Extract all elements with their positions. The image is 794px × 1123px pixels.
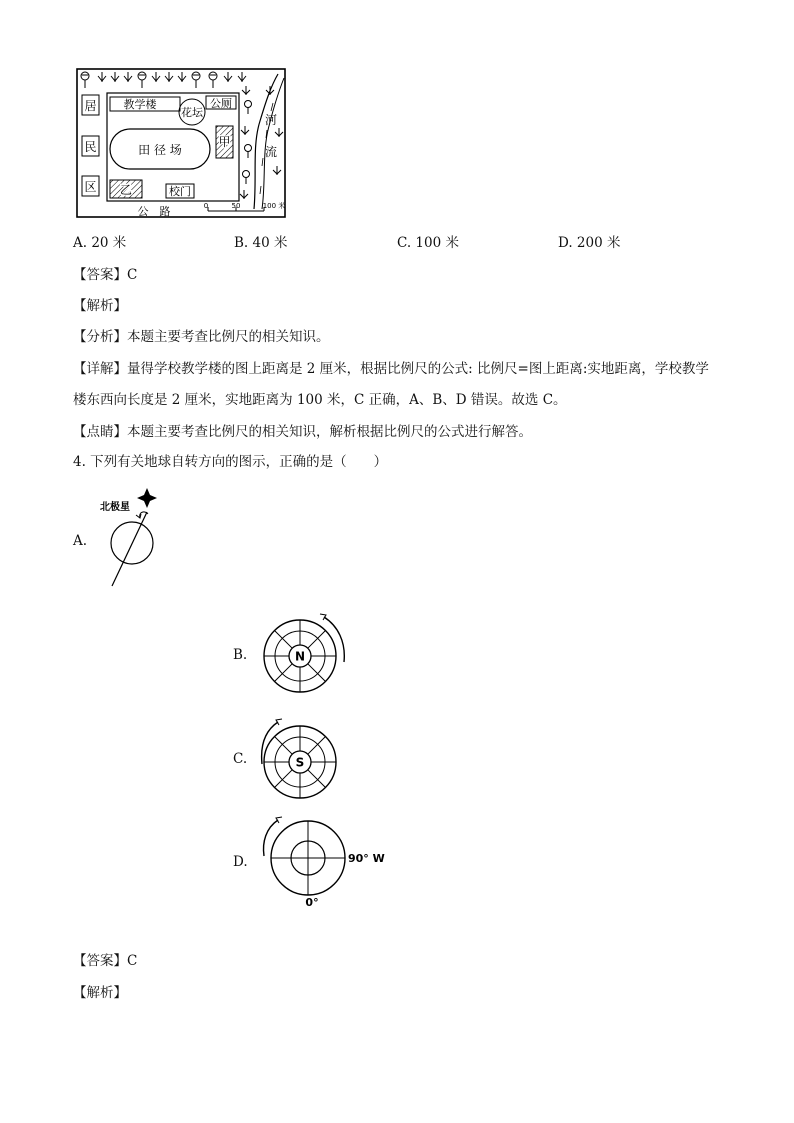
river-bank-tree-icon — [240, 86, 283, 199]
q4-option-c-label: C. — [233, 751, 248, 767]
scale-label-100: 100 米 — [262, 202, 286, 210]
yi-label: 乙 — [119, 183, 133, 197]
river-bank-right — [262, 78, 284, 209]
answer-value: C — [127, 267, 138, 283]
fenxi-tag: 【分析】 — [73, 329, 127, 345]
q3-xiangjie-line1 — [73, 360, 709, 378]
teaching-building-label: 教学楼 — [123, 98, 157, 111]
track-field-label: 田 径 场 — [138, 143, 182, 157]
residential-qu-label: 区 — [84, 180, 97, 194]
meridian-0-label: 0° — [305, 896, 319, 908]
answer-tag: 【答案】 — [73, 267, 127, 283]
dianjing-text: 本题主要考查比例尺的相关知识，解析根据比例尺的公式进行解答。 — [127, 424, 532, 440]
dianjing-tag: 【点睛】 — [73, 424, 127, 440]
polaris-label: 北极星 — [100, 502, 130, 513]
q4-option-a-figure — [96, 486, 162, 590]
rotation-arrow-clockwise-icon — [324, 617, 344, 662]
q3-fenxi-line — [73, 328, 330, 346]
option-c: C. 100 米 — [397, 235, 459, 251]
scale-label-0: 0 — [203, 202, 209, 210]
residential-min-label: 民 — [84, 140, 97, 154]
xiangjie-tag: 【详解】 — [73, 361, 127, 377]
q4-option-c-figure — [254, 716, 350, 802]
rotation-arrow-icon — [264, 820, 278, 856]
q4-option-a-label: A. — [73, 533, 88, 549]
fenxi-text: 本题主要考查比例尺的相关知识。 — [127, 329, 330, 345]
tree-row-icon — [81, 72, 246, 88]
earth-axis — [112, 512, 147, 586]
option-a: A. 20 米 — [73, 235, 127, 251]
south-pole-label: S — [295, 755, 305, 770]
polaris-star-icon — [137, 488, 157, 508]
q4-stem: 4. 下列有关地球自转方向的图示，正确的是（ ） — [73, 454, 388, 470]
meridian-90w-label: 90° W — [348, 852, 385, 865]
river-liu-label: 流 — [264, 145, 278, 159]
road-label: 公 路 — [137, 205, 171, 218]
q4-analysis-heading: 【解析】 — [73, 985, 127, 1001]
q3-xiangjie-line2: 楼东西向长度是 2 厘米，实地距离为 100 米，C 正确，A、B、D 错误。故选 C。 — [73, 392, 567, 408]
q3-answer-line — [73, 266, 137, 284]
q4-option-b-label: B. — [233, 647, 248, 663]
school-gate-label: 校门 — [169, 185, 191, 198]
scale-label-50: 50 — [231, 202, 241, 210]
school-map-figure — [74, 66, 290, 222]
flower-bed-label: 花坛 — [181, 106, 203, 119]
q3-analysis-heading: 【解析】 — [73, 298, 127, 314]
jia-label: 甲 — [218, 135, 231, 149]
answer-value: C — [127, 953, 138, 969]
q4-option-b-figure — [258, 612, 354, 696]
river-he-label: 河 — [264, 113, 278, 127]
xiangjie-text-1: 量得学校教学楼的图上距离是 2 厘米，根据比例尺的公式: 比例尺=图上距离:实地距离，学校教学 — [127, 361, 709, 377]
q4-option-d-label: D. — [233, 854, 248, 870]
answer-tag: 【答案】 — [73, 953, 127, 969]
option-b: B. 40 米 — [234, 235, 288, 251]
q4-answer-line — [73, 952, 137, 970]
q4-option-d-figure — [256, 816, 392, 908]
q3-dianjing-line — [73, 423, 532, 441]
north-pole-label: N — [294, 649, 306, 664]
toilet-label: 公厕 — [210, 97, 232, 110]
residential-ju-label: 居 — [84, 99, 97, 113]
option-d: D. 200 米 — [558, 235, 621, 251]
